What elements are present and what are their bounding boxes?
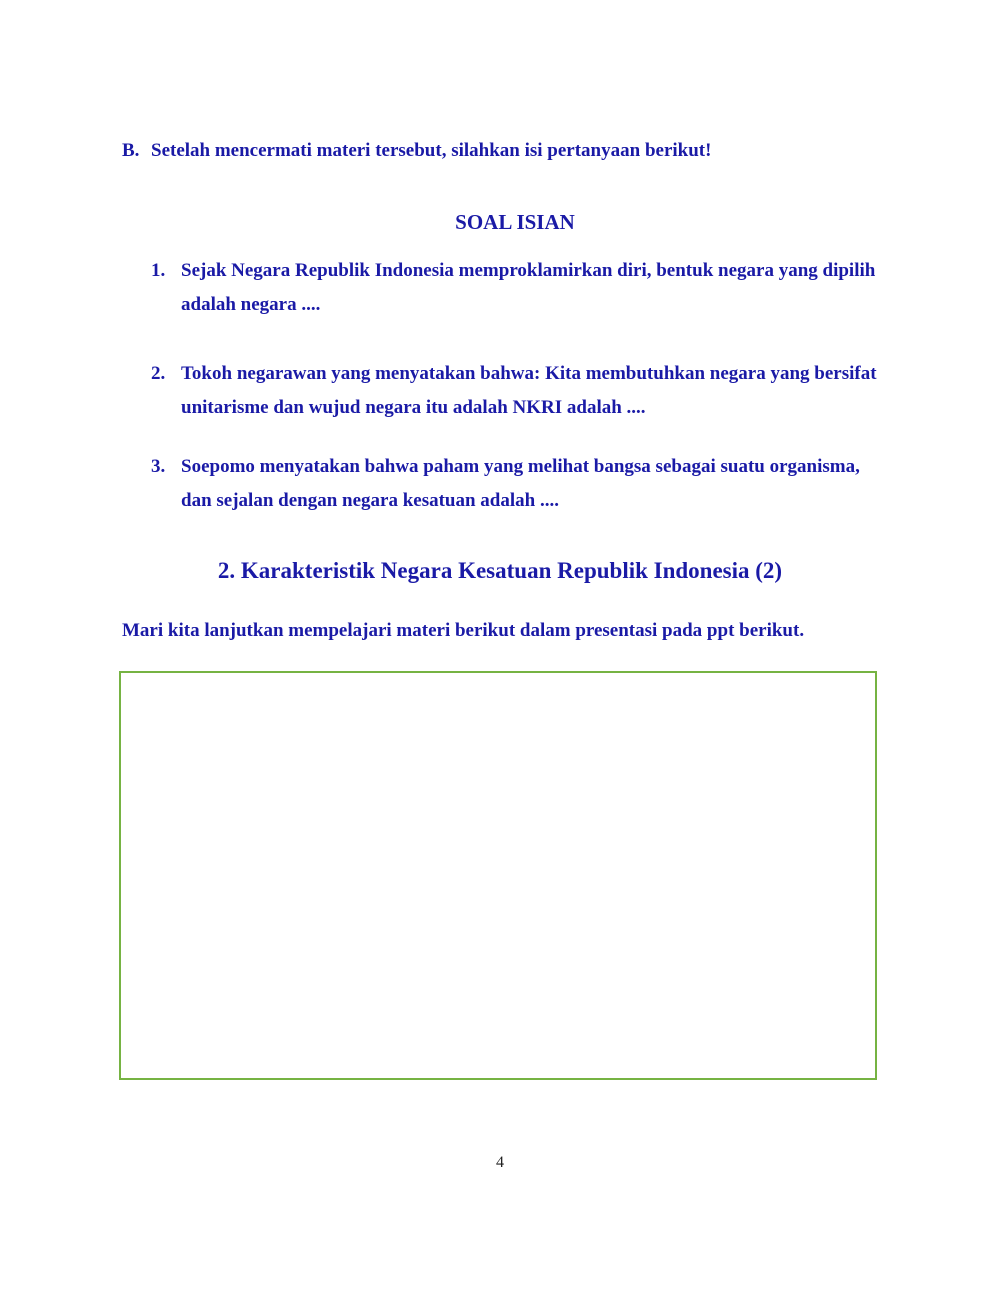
question-text: Soepomo menyatakan bahwa paham yang melihat bangsa sebagai suatu organisma, dan sejalan dengan negara kesatuan adalah ....	[181, 456, 860, 511]
question-number: 3.	[151, 456, 166, 477]
question-item	[151, 254, 891, 322]
instruction-marker: B.	[122, 140, 140, 161]
question-number: 1.	[151, 260, 166, 281]
question-text: Tokoh negarawan yang menyatakan bahwa: Kita membutuhkan negara yang bersifat unitarisme dan wujud negara itu adalah NKRI adalah ....	[181, 363, 877, 418]
section-title: 2. Karakteristik Negara Kesatuan Republik Indonesia (2)	[217, 558, 783, 583]
question-item	[151, 357, 891, 425]
instruction-text: Setelah mencermati materi tersebut, silahkan isi pertanyaan berikut!	[151, 140, 712, 161]
question-number: 2.	[151, 363, 166, 384]
question-text: Sejak Negara Republik Indonesia memproklamirkan diri, bentuk negara yang dipilih adalah negara ....	[181, 260, 876, 315]
instruction	[122, 140, 711, 162]
presentation-embed-frame[interactable]	[119, 671, 877, 1080]
page-number: 4	[496, 1154, 504, 1171]
question-item	[151, 450, 891, 518]
intro-text: Mari kita lanjutkan mempelajari materi berikut dalam presentasi pada ppt berikut.	[122, 620, 805, 641]
soal-title: SOAL ISIAN	[455, 210, 575, 234]
